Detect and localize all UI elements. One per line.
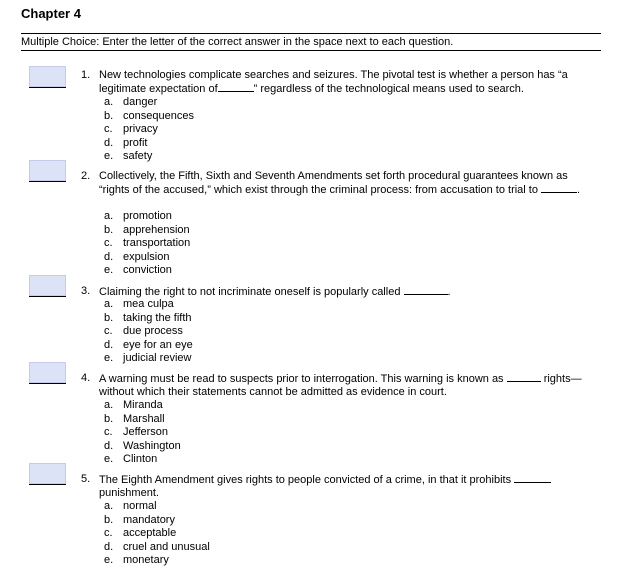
answer-field-2[interactable] (29, 160, 66, 181)
question-number: 3. (81, 285, 91, 297)
answer-field-1[interactable] (29, 66, 66, 87)
blank-line (514, 473, 551, 483)
answer-field-3[interactable] (29, 275, 66, 296)
option-c: c. acceptable (104, 527, 177, 539)
option-a: a. normal (104, 500, 157, 512)
blank-line (541, 183, 577, 193)
option-a: a. Miranda (104, 399, 163, 411)
option-e: e. judicial review (104, 352, 192, 364)
option-b: b. mandatory (104, 513, 175, 526)
question-text-after: . (577, 184, 581, 196)
option-d: d. profit (104, 136, 148, 149)
option-list (104, 210, 190, 278)
option-e: e. conviction (104, 264, 172, 276)
question-text-before: New technologies complicate searches and seizures. The pivotal test is whether a person has “a legitimate expectation of (99, 69, 568, 95)
option-list (104, 500, 210, 568)
question-text (99, 372, 591, 399)
question-text-after: ” regardless of the technological means used to search. (253, 83, 524, 95)
chapter-title: Chapter 4 (21, 6, 81, 21)
option-b: b. Marshall (104, 412, 165, 425)
option-d: d. eye for an eye (104, 338, 193, 351)
question-text-before: A warning must be read to suspects prior to interrogation. This warning is known as (99, 373, 504, 385)
question-text-before: Collectively, the Fifth, Sixth and Seventh Amendments set forth procedural guarantees known as “rights of the accused,” which exist through the criminal process: from accusation to trial to (99, 170, 568, 196)
answer-line (29, 383, 66, 384)
question-text-after: . (447, 286, 451, 298)
answer-line (29, 181, 66, 182)
question-number: 1. (81, 69, 91, 81)
question-text-after: punishment. (99, 487, 159, 499)
option-e: e. monetary (104, 554, 169, 566)
option-b: b. consequences (104, 109, 194, 122)
option-e: e. Clinton (104, 453, 158, 465)
option-c: c. transportation (104, 237, 191, 249)
question-number: 5. (81, 473, 91, 485)
question-text (99, 170, 591, 197)
blank-line (507, 372, 541, 382)
question-text (99, 69, 591, 96)
option-a: a. promotion (104, 210, 172, 222)
question-text (99, 285, 591, 299)
option-d: d. expulsion (104, 250, 170, 263)
option-list (104, 298, 193, 366)
question-text-after: rights—without which their statements cannot be admitted as evidence in court. (99, 373, 582, 398)
question-text-before: Claiming the right to not incriminate oneself is popularly called (99, 286, 401, 298)
option-c: c. privacy (104, 123, 158, 135)
option-list (104, 96, 194, 164)
option-a: a. mea culpa (104, 298, 174, 310)
answer-field-5[interactable] (29, 463, 66, 484)
question-number: 4. (81, 372, 91, 384)
option-c: c. due process (104, 325, 183, 337)
option-b: b. taking the fifth (104, 311, 192, 324)
instructions: Multiple Choice: Enter the letter of the correct answer in the space next to each question. (21, 33, 601, 51)
option-list (104, 399, 181, 467)
answer-line (29, 87, 66, 88)
option-b: b. apprehension (104, 223, 190, 236)
option-e: e. safety (104, 150, 153, 162)
question-text-before: The Eighth Amendment gives rights to people convicted of a crime, in that it prohibits (99, 474, 512, 486)
answer-line (29, 484, 66, 485)
answer-line (29, 296, 66, 297)
option-d: d. Washington (104, 439, 181, 452)
question-number: 2. (81, 170, 91, 182)
blank-line (404, 285, 448, 295)
blank-line (218, 82, 254, 92)
answer-field-4[interactable] (29, 362, 66, 383)
question-text (99, 473, 591, 500)
option-d: d. cruel and unusual (104, 540, 210, 553)
option-c: c. Jefferson (104, 426, 169, 438)
option-a: a. danger (104, 96, 158, 108)
